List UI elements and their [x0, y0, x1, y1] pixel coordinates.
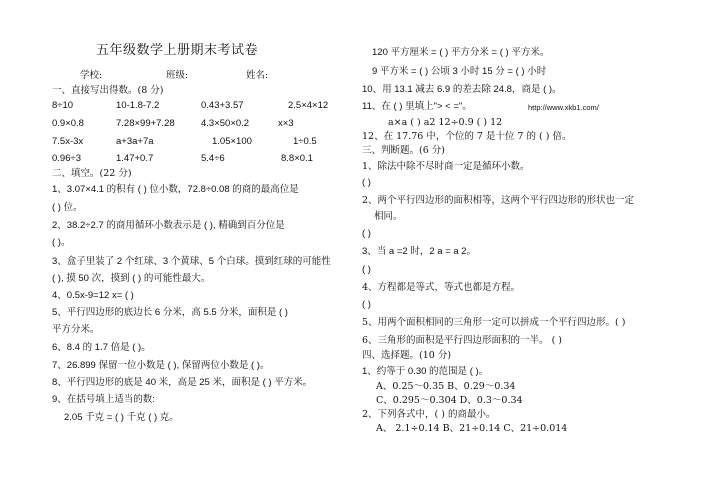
oral-item: 0.43+3.57 [201, 100, 244, 111]
section-heading-fill: 二、填空。(22 分) [52, 168, 132, 179]
oral-item: 0.9×0.8 [52, 118, 84, 129]
oral-item: 1.47+0.7 [116, 153, 154, 164]
question-text: 120 平方厘米 = ( ) 平方分米 = ( ) 平方米。 [372, 47, 550, 58]
question-text: 2、两个平行四边形的面积相等，这两个平行四边形的形状也一定 [362, 195, 635, 206]
question-text: 1、3.07×4.1 的积有 ( ) 位小数，72.8÷0.08 的商的最高位是 [52, 184, 299, 195]
oral-item: 7.28×99+7.28 [116, 118, 175, 129]
question-text: 1、除法中除不尽时商一定是循环小数。 [362, 161, 530, 172]
question-text: 3、盒子里装了 2 个红球、3 个黄球、5 个白球。摸到红球的可能性 [52, 256, 331, 267]
question-text: 6、8.4 的 1.7 倍是 ( )。 [52, 342, 151, 353]
exam-title: 五年级数学上册期末考试卷 [96, 43, 259, 58]
oral-item: 7.5x-3x [52, 136, 84, 147]
question-text: 6、三角形的面积是平行四边形面积的一半。 ( ) [362, 335, 562, 346]
oral-item: 0.96÷3 [52, 153, 81, 164]
question-text: 9、在括号填上适当的数: [52, 394, 155, 405]
answer-blank: ( ) [362, 264, 371, 275]
question-text: 2、下列各式中，( ) 的商最小。 [362, 409, 496, 420]
question-text: 9 平方米 = ( ) 公顷 3 小时 15 分 = ( ) 小时 [372, 66, 547, 77]
question-text: 3、当 a =2 时，2 a = a 2。 [362, 246, 477, 257]
oral-item: x×3 [278, 118, 294, 129]
question-text: 平方分米。 [52, 324, 100, 335]
question-text: 10、用 13.1 减去 6.9 的差去除 24.8，商是 ( )。 [362, 84, 562, 95]
question-text: 相同。 [374, 211, 403, 222]
question-text: 12、在 17.76 中，个位的 7 是十位 7 的 ( ) 倍。 [362, 131, 572, 142]
question-text: 11、在 ( ) 里填上"> < ="。 [362, 101, 472, 112]
question-text: 2、38.2÷2.7 的商用循环小数表示是 ( ), 精确到百分位是 [52, 220, 285, 231]
oral-item: 10-1.8-7.2 [116, 100, 160, 111]
question-text: 2.05 千克 = ( ) 千克 ( ) 克。 [64, 412, 179, 423]
section-heading-judge: 三、判断题。(6 分) [362, 145, 445, 156]
question-text: 1、约等于 0.30 的范围是 ( )。 [362, 366, 489, 377]
answer-blank: ( ) [362, 177, 371, 188]
watermark-url: http://www.xkb1.com/ [528, 103, 599, 112]
school-label: 学校: [80, 70, 103, 81]
section-heading-oral: 一、直接写出得数。(8 分) [52, 85, 164, 96]
name-label: 姓名: [246, 70, 269, 81]
oral-item: 1.05×100 [212, 136, 252, 147]
question-text: 7、26.899 保留一位小数是 ( ), 保留两位小数是 ( )。 [52, 360, 270, 371]
choice-options: C、0.295～0.304 D、0.3～0.34 [376, 395, 523, 406]
oral-item: 1÷0.5 [293, 136, 317, 147]
question-text: 5、用两个面积相同的三角形一定可以拼成一个平行四边形。( ) [362, 317, 626, 328]
question-text: a×a ( ) a2 12÷0.9 ( ) 12 [388, 117, 503, 128]
question-text: 5、平行四边形的底边长 6 分米，高 5.5 分米，面积是 ( ) [52, 307, 288, 318]
choice-options: A、0.25～0.35 B、0.29～0.34 [376, 381, 516, 392]
oral-item: 8÷10 [52, 100, 74, 111]
question-text: 4、方程都是等式，等式也都是方程。 [362, 282, 521, 293]
question-text: ( ) 位。 [52, 202, 83, 213]
question-text: 4、0.5x-9=12 x= ( ) [52, 290, 134, 301]
choice-options: A、 2.1÷0.14 B、21÷0.14 C、21÷0.014 [376, 423, 568, 434]
oral-item: 2.5×4×12 [288, 100, 329, 111]
question-text: ( )。 [52, 237, 71, 248]
oral-item: 8.8×0.1 [281, 153, 313, 164]
oral-item: 5.4÷6 [201, 153, 225, 164]
class-label: 班级: [166, 70, 189, 81]
oral-item: 4.3×50×0.2 [201, 118, 250, 129]
oral-item: a+3a+7a [116, 136, 154, 147]
section-heading-choice: 四、选择题。(10 分) [362, 350, 452, 361]
question-text: 8、平行四边形的底是 40 米，高是 25 米，面积是 ( ) 平方米。 [52, 377, 313, 388]
answer-blank: ( ) [362, 228, 371, 239]
question-text: ( ), 摸 50 次，摸到 ( ) 的可能性最大。 [52, 273, 211, 284]
answer-blank: ( ) [362, 299, 371, 310]
